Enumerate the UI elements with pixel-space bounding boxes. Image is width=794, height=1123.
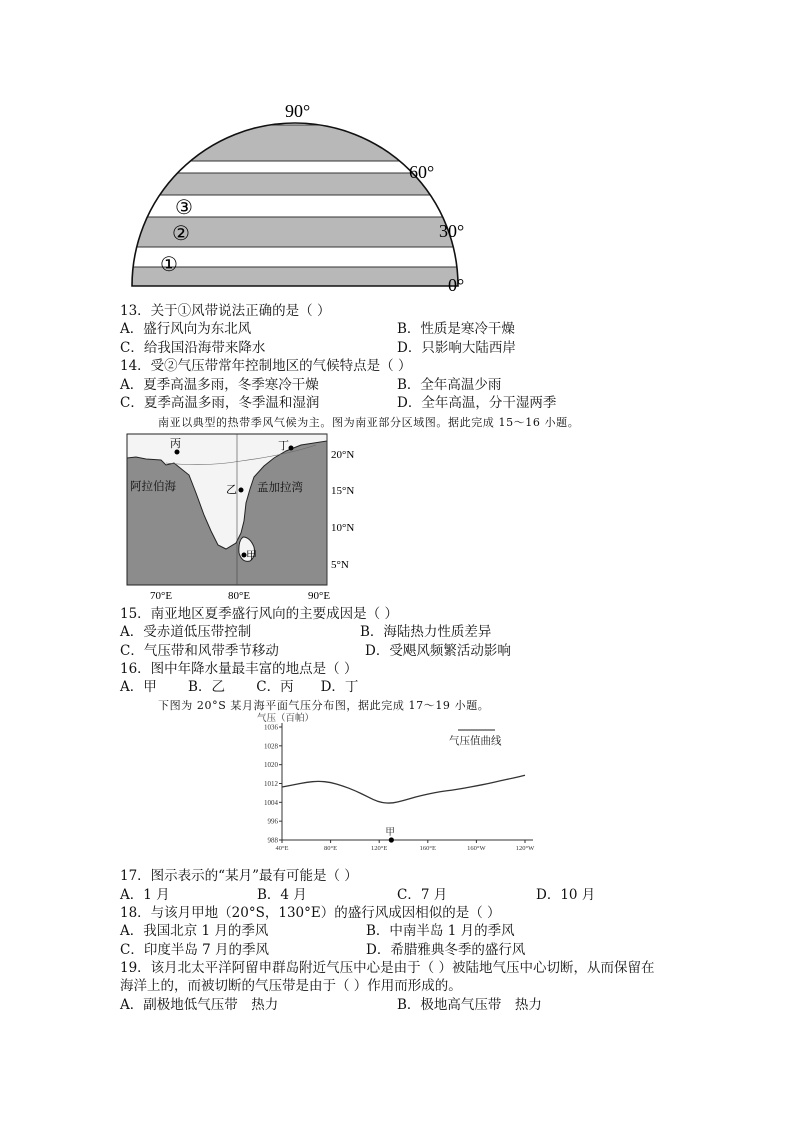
q14-option-b: B．全年高温少雨	[397, 377, 502, 393]
y-tick-label: 1004	[264, 798, 278, 807]
x-tick-label: 120°W	[515, 845, 535, 852]
q19-stem-line2: 海洋上的，而被切断的气压带是由于（ ）作用而形成的。	[120, 978, 462, 994]
belt-band	[120, 125, 490, 161]
q13-option-a: A．盛行风向为东北风	[120, 321, 252, 337]
lat-label-90: 90°	[285, 101, 311, 121]
q13-option-c: C．给我国沿海带来降水	[120, 340, 266, 356]
lat-label-30: 30°	[439, 221, 465, 241]
chart-ylabel: 气压（百帕）	[257, 714, 315, 724]
q19-option-b: B．极地高气压带 热力	[397, 997, 542, 1013]
label-bay-of-bengal: 孟加拉湾	[257, 482, 303, 494]
point-ding	[289, 446, 294, 451]
belt-marker-3: ③	[175, 197, 193, 219]
q15-option-b: B．海陆热力性质差异	[360, 624, 492, 640]
label-yi: 乙	[226, 484, 237, 496]
q15-stem: 15．南亚地区夏季盛行风向的主要成因是（ ）	[120, 606, 398, 622]
map-lat-15n: 15°N	[331, 485, 355, 497]
map-lon-90e: 90°E	[308, 590, 331, 602]
q15-option-c: C．气压带和风带季节移动	[120, 643, 279, 659]
y-tick-label: 1036	[264, 723, 278, 732]
point-bing	[175, 450, 180, 455]
q13-option-d: D．只影响大陆西岸	[397, 340, 516, 356]
q17-option-a: A．1 月	[120, 887, 170, 903]
point-jia-marker	[389, 837, 394, 842]
point-jia-label: 甲	[385, 828, 395, 838]
q19-stem-line1: 19．该月北太平洋阿留申群岛附近气压中心是由于（ ）被陆地气压中心切断，从而保留在	[120, 960, 655, 976]
intro-15-16: 南亚以典型的热带季风气候为主。图为南亚部分区域图。据此完成 15～16 小题。	[158, 416, 580, 429]
q14-option-c: C．夏季高温多雨，冬季温和湿润	[120, 395, 320, 411]
q16-options: A．甲 B．乙 C．丙 D．丁	[120, 679, 359, 695]
x-tick-label: 80°E	[324, 845, 338, 852]
label-arabian-sea: 阿拉伯海	[130, 481, 176, 493]
q17-option-b: B．4 月	[257, 887, 307, 903]
map-lat-10n: 10°N	[331, 522, 355, 534]
q14-option-a: A．夏季高温多雨，冬季寒冷干燥	[120, 377, 319, 393]
q14-stem: 14．受②气压带常年控制地区的气候特点是（ ）	[120, 358, 412, 374]
map-lat-20n: 20°N	[331, 449, 355, 461]
map-lon-80e: 80°E	[228, 590, 251, 602]
y-tick-label: 1028	[264, 742, 278, 751]
map-lon-70e: 70°E	[150, 590, 173, 602]
label-bing: 丙	[170, 438, 181, 450]
wind-belt-diagram	[120, 95, 490, 295]
x-tick-label: 160°E	[419, 845, 436, 852]
q14-option-d: D．全年高温，分干湿两季	[397, 395, 557, 411]
q16-stem: 16．图中年降水量最丰富的地点是（ ）	[120, 661, 358, 677]
belt-marker-1: ①	[160, 254, 178, 276]
pressure-chart	[255, 710, 545, 855]
south-asia-map	[126, 433, 366, 603]
q18-option-a: A．我国北京 1 月的季风	[120, 923, 269, 939]
q15-option-d: D．受飓风频繁活动影响	[365, 643, 511, 659]
lat-label-60: 60°	[409, 162, 435, 182]
y-tick-label: 996	[267, 817, 278, 826]
q18-option-b: B．中南半岛 1 月的季风	[366, 923, 515, 939]
label-jia: 甲	[246, 550, 257, 562]
q18-option-c: C．印度半岛 7 月的季风	[120, 942, 270, 958]
map-lat-5n: 5°N	[331, 559, 349, 571]
chart-legend: 气压值曲线	[449, 736, 502, 747]
q19-option-a: A．副极地低气压带 热力	[120, 997, 279, 1013]
label-ding: 丁	[278, 440, 289, 452]
x-tick-label: 40°E	[275, 845, 289, 852]
belt-marker-2: ②	[172, 223, 190, 245]
y-tick-label: 1020	[264, 761, 278, 770]
q18-stem: 18．与该月甲地（20°S，130°E）的盛行风成因相似的是（ ）	[120, 905, 501, 921]
q13-option-b: B．性质是寒冷干燥	[397, 321, 515, 337]
q17-stem: 17．图示表示的“某月”最有可能是（ ）	[120, 868, 358, 884]
q17-option-c: C．7 月	[397, 887, 448, 903]
point-yi	[239, 488, 244, 493]
q18-option-d: D．希腊雅典冬季的盛行风	[366, 942, 526, 958]
y-tick-label: 1012	[264, 780, 278, 788]
q17-option-d: D．10 月	[536, 887, 596, 903]
q15-option-a: A．受赤道低压带控制	[120, 624, 252, 640]
x-tick-label: 120°E	[371, 845, 388, 852]
intro-17-19: 下图为 20°S 某月海平面气压分布图，据此完成 17～19 小题。	[158, 699, 490, 712]
q13-stem: 13．关于①风带说法正确的是（ ）	[120, 303, 331, 319]
y-tick-label: 988	[267, 836, 278, 845]
x-tick-label: 160°W	[467, 845, 486, 852]
lat-label-0: 0°	[448, 275, 465, 295]
pressure-curve	[282, 775, 525, 803]
